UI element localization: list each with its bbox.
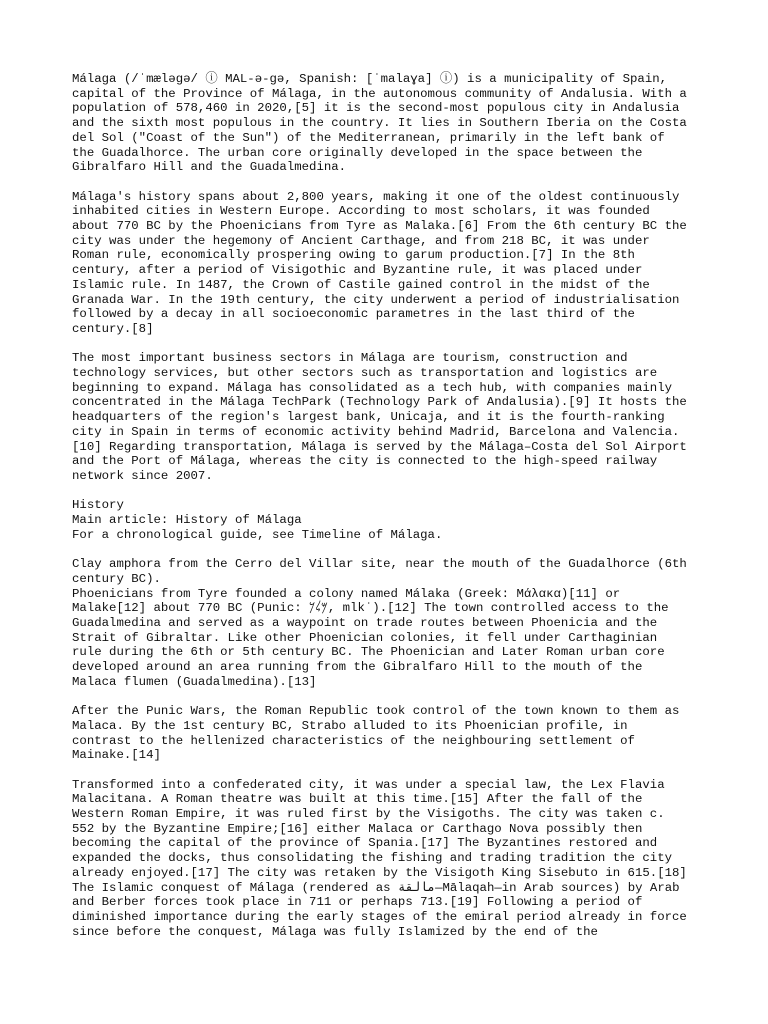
text-line: del Sol ("Coast of the Sun") of the Mediterranean, primarily in the left bank of [72, 130, 665, 145]
text-line: century.[8] [72, 321, 154, 336]
text-line: Mainake.[14] [72, 748, 161, 763]
text-line: Málaga (/ˈmæləɡə/ ⓘ MAL-ə-gə, Spanish: [ˈmalaɣa] ⓘ) is a municipality of Spain, [72, 72, 668, 86]
text-line: Roman rule, economically prospering owing to garum production.[7] In the 8th [72, 248, 635, 263]
text-line: Gibralfaro Hill and the Guadalmedina. [72, 160, 347, 175]
text-line: capital of the Province of Málaga, in the autonomous community of Andalusia. With a [72, 86, 687, 101]
text-line: contrast to the hellenized characteristics of the neighbouring settlement of [72, 733, 635, 748]
text-line: diminished importance during the early stages of the emiral period already in force [72, 909, 687, 924]
text-line: History [72, 498, 124, 513]
text-line: After the Punic Wars, the Roman Republic took control of the town known to them as [72, 704, 680, 719]
text-line: [10] Regarding transportation, Málaga is served by the Málaga–Costa del Sol Airport [72, 439, 687, 454]
text-line: network since 2007. [72, 468, 213, 483]
paragraph [72, 190, 712, 337]
text-line: rule during the 6th or 5th century BC. The Phoenician and Later Roman urban core [72, 645, 665, 660]
text-line: becoming the capital of the province of Spania.[17] The Byzantines restored and [72, 836, 658, 851]
text-line: Islamic rule. In 1487, the Crown of Castile gained control in the midst of the [72, 277, 650, 292]
paragraph [72, 351, 712, 483]
text-line: Phoenicians from Tyre founded a colony named Málaka (Greek: Μάλακα)[11] or [72, 586, 621, 601]
paragraph [72, 704, 712, 763]
paragraph [72, 778, 712, 940]
text-line: The Islamic conquest of Málaga (rendered as مالقة—Mālaqah—in Arab sources) by Arab [72, 880, 680, 895]
text-line: Malacitana. A Roman theatre was built at this time.[15] After the fall of the [72, 792, 643, 807]
text-line: 552 by the Byzantine Empire;[16] either Malaca or Carthago Nova possibly then [72, 821, 643, 836]
text-line: and Berber forces took place in 711 or perhaps 713.[19] Following a period of [72, 895, 643, 910]
text-line: population of 578,460 in 2020,[5] it is the second-most populous city in Andalusia [72, 101, 680, 116]
paragraph [72, 72, 712, 175]
text-line: Malake[12] about 770 BC (Punic: 𐤌𐤋𐤊, mlkʾ).[12] The town controlled access to the [72, 601, 669, 616]
text-line: beginning to expand. Málaga has consolidated as a tech hub, with companies mainly [72, 380, 673, 395]
text-line: inhabited cities in Western Europe. According to most scholars, it was founded [72, 204, 650, 219]
text-line: developed around an area running from the Gibralfaro Hill to the mouth of the [72, 660, 643, 675]
text-line: Main article: History of Málaga [72, 513, 302, 528]
text-line: and the sixth most populous in the country. It lies in Southern Iberia on the Costa [72, 116, 687, 131]
text-line: Málaga's history spans about 2,800 years, making it one of the oldest continuously [72, 189, 680, 204]
text-line: Strait of Gibraltar. Like other Phoenician colonies, it fell under Carthaginian [72, 630, 658, 645]
text-line: concentrated in the Málaga TechPark (Technology Park of Andalusia).[9] It hosts the [72, 395, 687, 410]
text-line: Malaca flumen (Guadalmedina).[13] [72, 674, 317, 689]
text-line: Western Roman Empire, it was ruled first by the Visigoths. The city was taken c. [72, 807, 665, 822]
text-line: city was under the hegemony of Ancient Carthage, and from 218 BC, it was under [72, 233, 650, 248]
text-line: and the Port of Málaga, whereas the city is connected to the high-speed railway [72, 454, 658, 469]
text-line: Guadalmedina and served as a waypoint on trade routes between Phoenicia and the [72, 615, 658, 630]
text-line: city in Spain in terms of economic activity behind Madrid, Barcelona and Valencia. [72, 424, 680, 439]
document-page [72, 72, 712, 954]
paragraph [72, 557, 712, 689]
text-line: Malaca. By the 1st century BC, Strabo alluded to its Phoenician profile, in [72, 718, 628, 733]
text-line: expanded the docks, thus consolidating the fishing and trading tradition the city [72, 851, 673, 866]
text-line: about 770 BC by the Phoenicians from Tyre as Malaka.[6] From the 6th century BC the [72, 219, 687, 234]
text-line: already enjoyed.[17] The city was retaken by the Visigoth King Sisebuto in 615.[18] [72, 865, 687, 880]
text-line: The most important business sectors in Málaga are tourism, construction and [72, 351, 628, 366]
text-line: headquarters of the region's largest bank, Unicaja, and it is the fourth-ranking [72, 410, 665, 425]
text-line: Transformed into a confederated city, it was under a special law, the Lex Flavia [72, 777, 665, 792]
text-line: the Guadalhorce. The urban core originally developed in the space between the [72, 145, 643, 160]
text-line: Granada War. In the 19th century, the city underwent a period of industrialisation [72, 292, 680, 307]
text-line: For a chronological guide, see Timeline of Málaga. [72, 527, 443, 542]
text-line: followed by a decay in all socioeconomic parametres in the last third of the [72, 307, 635, 322]
text-line: technology services, but other sectors such as transportation and logistics are [72, 366, 658, 381]
paragraph [72, 498, 712, 542]
text-line: century BC). [72, 571, 161, 586]
text-line: century, after a period of Visigothic and Byzantine rule, it was placed under [72, 263, 643, 278]
text-line: Clay amphora from the Cerro del Villar site, near the mouth of the Guadalhorce (6th [72, 557, 687, 572]
text-line: since before the conquest, Málaga was fully Islamized by the end of the [72, 924, 598, 939]
